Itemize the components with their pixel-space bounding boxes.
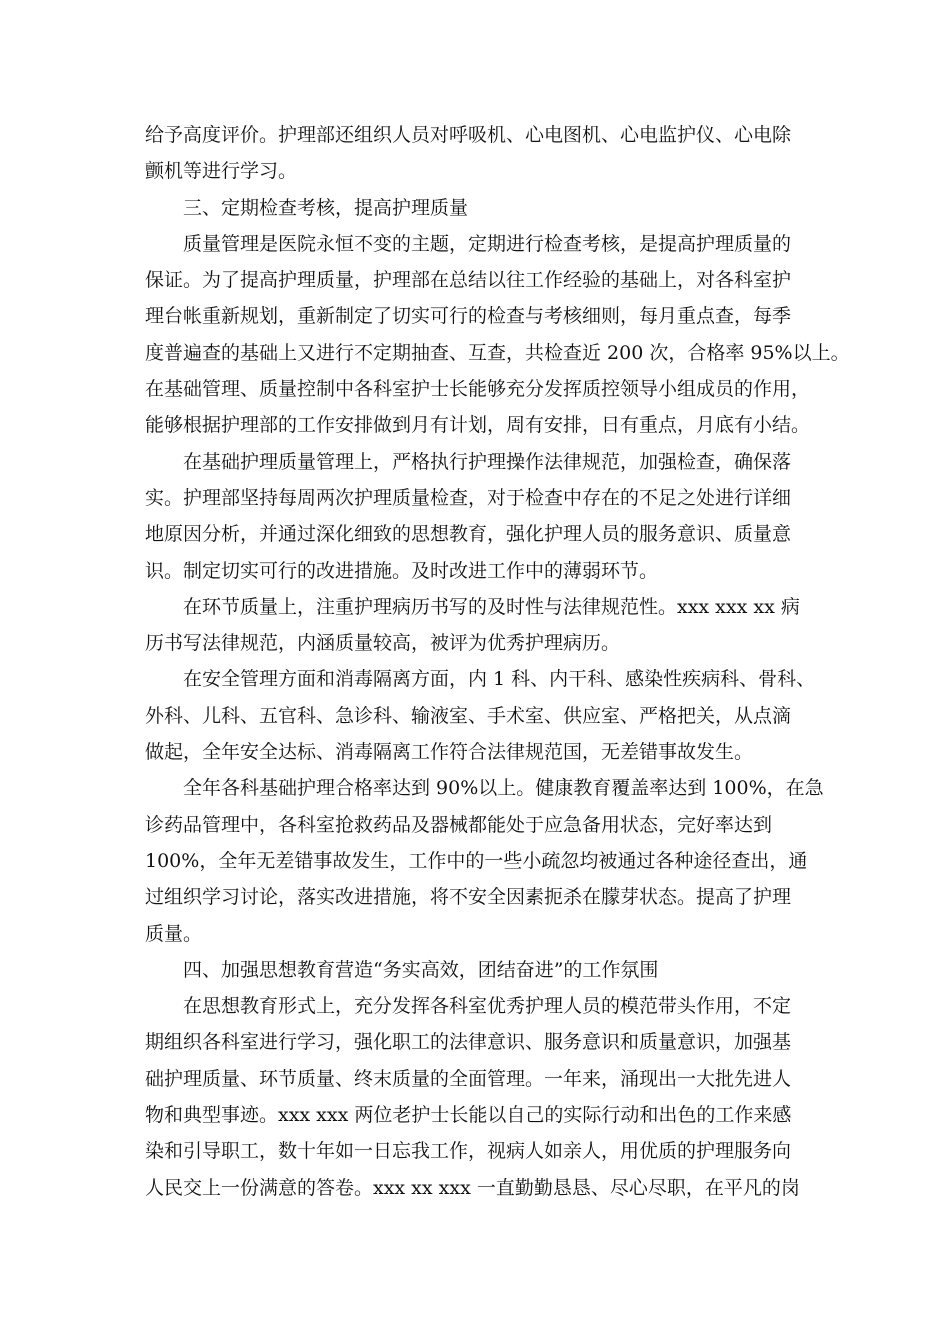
text-line: 在安全管理方面和消毒隔离方面，内 1 科、内干科、感染性疾病科、骨科、 (183, 668, 816, 691)
text-line: 给予高度评价。护理部还组织人员对呼吸机、心电图机、心电监护仪、心电除 (145, 124, 792, 146)
text-line: 能够根据护理部的工作安排做到月有计划，周有安排，日有重点，月底有小结。 (145, 414, 811, 437)
text-line: 历书写法律规范，内涵质量较高，被评为优秀护理病历。 (145, 632, 621, 655)
text-line: 础护理质量、环节质量、终末质量的全面管理。一年来，涌现出一大批先进人 (145, 1067, 792, 1090)
document-body (145, 117, 850, 1206)
text-line: 地原因分析，并通过深化细致的思想教育，强化护理人员的服务意识、质量意 (145, 523, 792, 546)
text-line: 过组织学习讨论，落实改进措施，将不安全因素扼杀在朦芽状态。提高了护理 (145, 886, 792, 909)
text-line: 100%，全年无差错事故发生，工作中的一些小疏忽均被通过各种途径查出，通 (145, 849, 808, 872)
text-line: 人民交上一份满意的答卷。xxx xx xxx 一直勤勤恳恳、尽心尽职，在平凡的岗 (145, 1176, 800, 1199)
text-line: 实。护理部坚持每周两次护理质量检查，对于检查中存在的不足之处进行详细 (145, 486, 792, 509)
text-line: 在基础管理、质量控制中各科室护士长能够充分发挥质控领导小组成员的作用， (145, 378, 811, 401)
text-line: 在环节质量上，注重护理病历书写的及时性与法律规范性。xxx xxx xx 病 (183, 595, 800, 618)
text-line: 四、加强思想教育营造“务实高效，团结奋进”的工作氛围 (183, 958, 659, 981)
text-line: 度普遍查的基础上又进行不定期抽查、互查，共检查近 200 次，合格率 95%以上。 (145, 341, 850, 364)
text-line: 期组织各科室进行学习，强化职工的法律意识、服务意识和质量意识，加强基 (145, 1031, 792, 1054)
text-line: 保证。为了提高护理质量，护理部在总结以往工作经验的基础上，对各科室护 (145, 269, 792, 292)
text-line: 全年各科基础护理合格率达到 90%以上。健康教育覆盖率达到 100%，在急 (183, 777, 824, 800)
text-line: 在思想教育形式上，充分发挥各科室优秀护理人员的模范带头作用，不定 (183, 995, 792, 1018)
text-line: 质量管理是医院永恒不变的主题，定期进行检查考核，是提高护理质量的 (183, 232, 792, 255)
text-line: 做起，全年安全达标、消毒隔离工作符合法律规范国，无差错事故发生。 (145, 741, 754, 764)
text-line: 物和典型事迹。xxx xxx 两位老护士长能以自己的实际行动和出色的工作来感 (145, 1104, 792, 1127)
text-line: 外科、儿科、五官科、急诊科、输液室、手术室、供应室、严格把关，从点滴 (145, 704, 792, 727)
text-line: 三、定期检查考核，提高护理质量 (183, 196, 469, 219)
text-line: 颤机等进行学习。 (145, 160, 298, 183)
text-line: 染和引导职工，数十年如一日忘我工作，视病人如亲人，用优质的护理服务向 (145, 1140, 792, 1163)
text-line: 理台帐重新规划，重新制定了切实可行的检查与考核细则，每月重点查，每季 (145, 305, 792, 328)
text-line: 识。制定切实可行的改进措施。及时改进工作中的薄弱环节。 (145, 559, 659, 582)
text-line: 诊药品管理中，各科室抢救药品及器械都能处于应急备用状态，完好率达到 (145, 813, 773, 836)
text-line: 质量。 (145, 922, 203, 945)
text-line: 在基础护理质量管理上，严格执行护理操作法律规范，加强检查，确保落 (183, 450, 792, 473)
